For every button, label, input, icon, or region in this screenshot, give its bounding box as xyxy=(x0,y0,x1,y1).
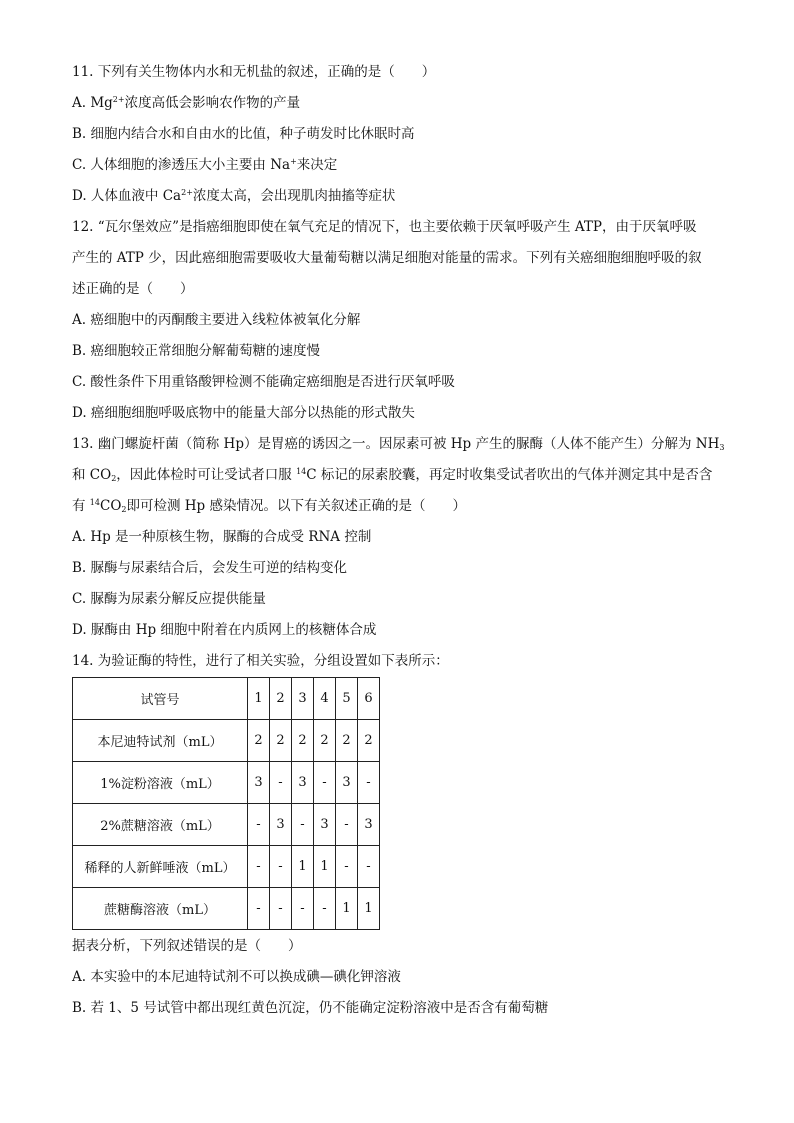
question-12-stem-line1: 12. “瓦尔堡效应”是指癌细胞即使在氧气充足的情况下，也主要依赖于厌氧呼吸产生 ATP，由于厌氧呼吸 xyxy=(72,219,697,235)
question-12-stem-line2: 产生的 ATP 少，因此癌细胞需要吸收大量葡萄糖以满足细胞对能量的需求。下列有关癌细胞细胞呼吸的叙 xyxy=(72,250,702,266)
question-14 xyxy=(72,651,732,1018)
question-12-stem-line3: 述正确的是（ ） xyxy=(72,281,194,297)
q11-option-a: A. $Mg^{2+}$浓度高低会影响农作物的产量 xyxy=(72,95,301,111)
q14-option-a: A. 本实验中的本尼迪特试剂不可以换成碘—碘化钾溶液 xyxy=(72,969,401,985)
table-cell: 3 xyxy=(336,762,358,804)
table-cell: 1 xyxy=(336,888,358,930)
tube-number: 6 xyxy=(358,678,380,720)
q13-option-b: B. 脲酶与尿素结合后，会发生可逆的结构变化 xyxy=(72,560,348,576)
table-cell: 3 xyxy=(292,762,314,804)
table-cell: 2 xyxy=(358,720,380,762)
q14-option-b: B. 若 1、5 号试管中都出现红黄色沉淀，仍不能确定淀粉溶液中是否含有葡萄糖 xyxy=(72,1000,549,1016)
table-cell: 2 xyxy=(248,720,270,762)
q12-option-c: C. 酸性条件下用重铬酸钾检测不能确定癌细胞是否进行厌氧呼吸 xyxy=(72,374,455,390)
table-cell: 1 xyxy=(314,846,336,888)
table-cell: 2 xyxy=(270,720,292,762)
table-cell: 1 xyxy=(358,888,380,930)
table-cell: 3 xyxy=(270,804,292,846)
table-row xyxy=(73,804,380,846)
question-13 xyxy=(72,434,732,640)
table-cell: - xyxy=(292,888,314,930)
tube-number: 2 xyxy=(270,678,292,720)
table-cell: - xyxy=(314,762,336,804)
row-label: 稀释的人新鲜唾液（mL） xyxy=(73,846,248,888)
question-12 xyxy=(72,217,732,423)
row-label: 2%蔗糖溶液（mL） xyxy=(73,804,248,846)
row-label: 蔗糖酶溶液（mL） xyxy=(73,888,248,930)
table-cell: 2 xyxy=(314,720,336,762)
table-cell: 2 xyxy=(336,720,358,762)
experiment-table xyxy=(72,677,380,930)
table-cell: - xyxy=(248,804,270,846)
tube-number: 4 xyxy=(314,678,336,720)
q12-option-b: B. 癌细胞较正常细胞分解葡萄糖的速度慢 xyxy=(72,343,321,359)
question-13-stem-line1: 13. 幽门螺旋杆菌（简称 Hp）是胃癌的诱因之一。因尿素可被 Hp 产生的脲酶（人体不能产生）分解为 $NH_3$ xyxy=(72,436,725,452)
table-cell: 3 xyxy=(314,804,336,846)
table-row xyxy=(73,720,380,762)
table-row xyxy=(73,888,380,930)
question-11 xyxy=(72,62,732,206)
exam-page xyxy=(72,62,732,1018)
q12-option-d: D. 癌细胞细胞呼吸底物中的能量大部分以热能的形式散失 xyxy=(72,405,415,421)
q13-option-a: A. Hp 是一种原核生物，脲酶的合成受 RNA 控制 xyxy=(72,529,372,545)
question-13-stem-line3: 有 $^{14}CO_2$即可检测 Hp 感染情况。以下有关叙述正确的是（ ） xyxy=(72,498,466,514)
table-cell: 1 xyxy=(292,846,314,888)
table-header-row xyxy=(73,678,380,720)
table-cell: 3 xyxy=(248,762,270,804)
tube-number: 5 xyxy=(336,678,358,720)
question-14-stem: 14. 为验证酶的特性，进行了相关实验，分组设置如下表所示： xyxy=(72,653,449,669)
table-cell: 3 xyxy=(358,804,380,846)
table-row xyxy=(73,762,380,804)
tube-number: 1 xyxy=(248,678,270,720)
table-row xyxy=(73,846,380,888)
table-cell: - xyxy=(270,888,292,930)
row-label: 本尼迪特试剂（mL） xyxy=(73,720,248,762)
table-cell: - xyxy=(358,846,380,888)
table-cell: - xyxy=(336,804,358,846)
table-cell: - xyxy=(336,846,358,888)
question-14-prompt: 据表分析，下列叙述错误的是（ ） xyxy=(72,938,302,954)
q11-option-c: C. 人体细胞的渗透压大小主要由 Na+来决定 xyxy=(72,157,338,173)
table-cell: - xyxy=(358,762,380,804)
table-cell: - xyxy=(314,888,336,930)
tube-number: 3 xyxy=(292,678,314,720)
q13-option-c: C. 脲酶为尿素分解反应提供能量 xyxy=(72,591,266,607)
row-label: 1%淀粉溶液（mL） xyxy=(73,762,248,804)
table-cell: - xyxy=(270,846,292,888)
table-cell: - xyxy=(292,804,314,846)
q11-option-b: B. 细胞内结合水和自由水的比值，种子萌发时比休眠时高 xyxy=(72,126,415,142)
table-cell: 2 xyxy=(292,720,314,762)
question-11-stem: 11. 下列有关生物体内水和无机盐的叙述，正确的是（ ） xyxy=(72,64,436,80)
q11-option-d: D. 人体血液中 $Ca^{2+}$浓度太高，会出现肌肉抽搐等症状 xyxy=(72,188,396,204)
table-cell: - xyxy=(248,888,270,930)
q12-option-a: A. 癌细胞中的丙酮酸主要进入线粒体被氧化分解 xyxy=(72,312,361,328)
question-13-stem-line2: 和 $CO_2$，因此体检时可让受试者口服 $^{14}$C 标记的尿素胶囊，再定时收集受试者吹出的气体并测定其中是否含 xyxy=(72,467,713,483)
table-cell: - xyxy=(248,846,270,888)
q13-option-d: D. 脲酶由 Hp 细胞中附着在内质网上的核糖体合成 xyxy=(72,622,377,638)
table-cell: - xyxy=(270,762,292,804)
table-header-label: 试管号 xyxy=(73,678,248,720)
